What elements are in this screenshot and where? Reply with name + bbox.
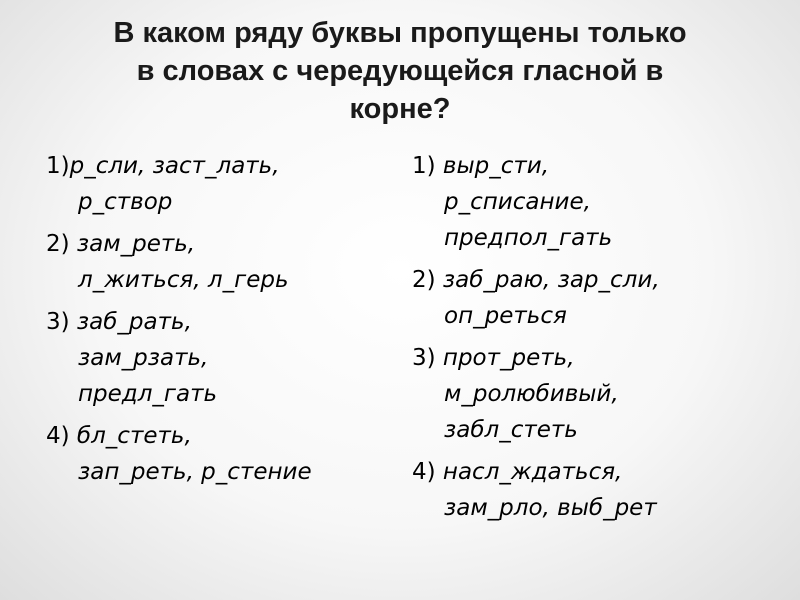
option-text: м_ролюбивый,: [444, 381, 619, 407]
left-column: [46, 148, 396, 496]
option-text: прот_реть,: [442, 345, 575, 371]
option-text: р_списание,: [444, 189, 591, 215]
option-number: 1): [412, 153, 443, 179]
option-text: зап_реть, р_стение: [78, 459, 312, 485]
right-option-4: [412, 454, 772, 526]
option-number: 2): [46, 231, 77, 257]
option-first-line: [46, 418, 396, 454]
option-text: предл_гать: [78, 381, 218, 407]
option-text: заб_раю, зар_сли,: [442, 267, 660, 293]
option-text: заб_рать,: [76, 309, 192, 335]
option-text: предпол_гать: [444, 225, 613, 251]
left-option-1: [46, 148, 396, 220]
option-number: 4): [412, 459, 443, 485]
option-first-line: [412, 454, 772, 490]
option-text: бл_стеть,: [76, 423, 192, 449]
option-text: зам_реть,: [76, 231, 196, 257]
right-column: [412, 148, 772, 532]
option-text: зам_рзать,: [78, 345, 209, 371]
option-first-line: [412, 340, 772, 376]
option-text: л_житься, л_герь: [78, 267, 289, 293]
option-number: 3): [412, 345, 443, 371]
option-text: р_створ: [78, 189, 173, 215]
left-option-4: [46, 418, 396, 490]
title-line-3: корне?: [349, 93, 451, 125]
right-option-1: [412, 148, 772, 256]
option-first-line: [46, 148, 396, 184]
right-option-3: [412, 340, 772, 448]
option-text: забл_стеть: [444, 417, 578, 443]
option-number: 1): [46, 153, 70, 179]
option-number: 2): [412, 267, 443, 293]
option-first-line: [412, 262, 772, 298]
right-option-2: [412, 262, 772, 334]
left-option-2: [46, 226, 396, 298]
option-number: 4): [46, 423, 77, 449]
option-text: р_сли, заст_лать,: [69, 153, 280, 179]
title-line-1: В каком ряду буквы пропущены только: [113, 17, 687, 49]
option-text: зам_рло, выб_рет: [444, 495, 657, 521]
option-text: оп_реться: [444, 303, 567, 329]
option-number: 3): [46, 309, 77, 335]
option-first-line: [412, 148, 772, 184]
left-option-3: [46, 304, 396, 412]
title-line-2: в словах с чередующейся гласной в: [136, 55, 664, 87]
option-first-line: [46, 226, 396, 262]
option-text: насл_ждаться,: [442, 459, 623, 485]
option-text: выр_сти,: [442, 153, 550, 179]
slide-title: [20, 14, 780, 128]
option-first-line: [46, 304, 396, 340]
